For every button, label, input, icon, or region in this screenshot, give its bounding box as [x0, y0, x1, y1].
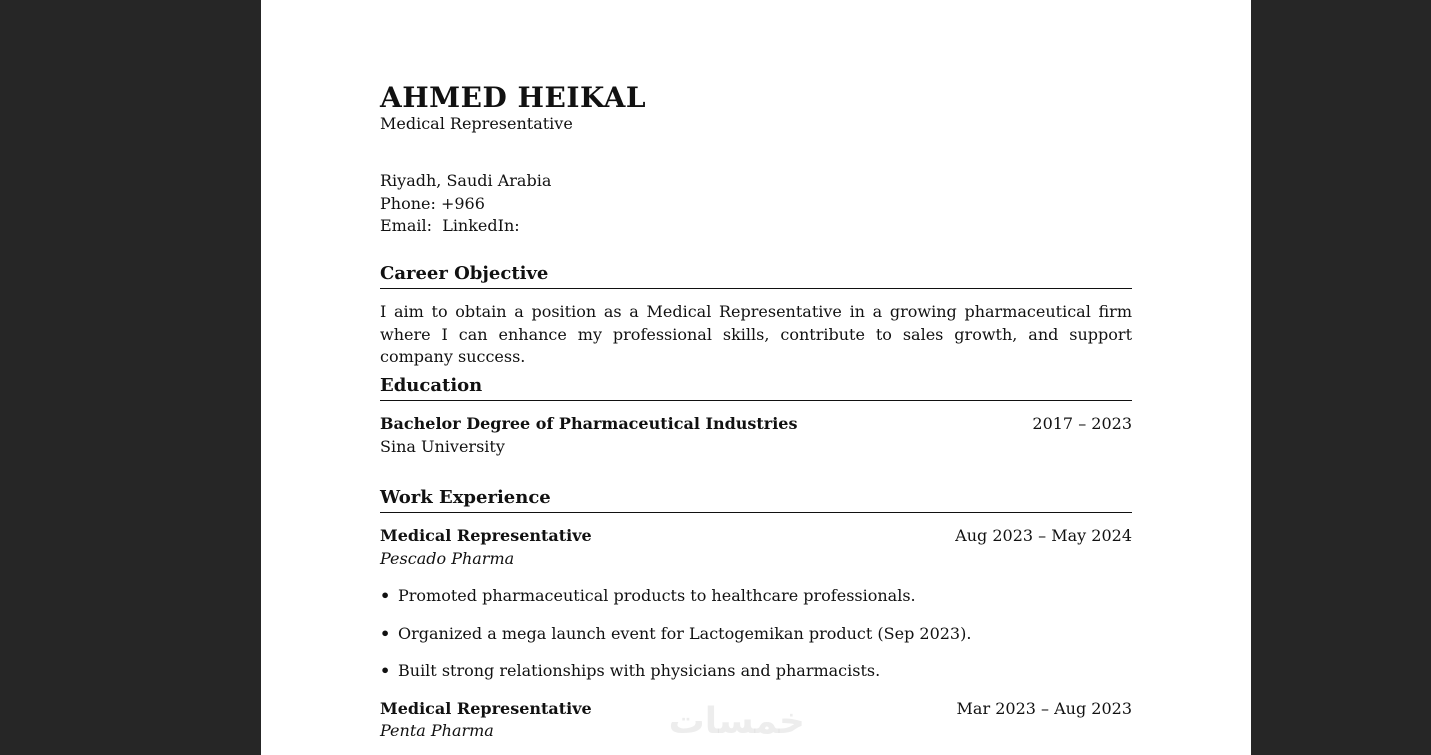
career-objective-section — [380, 262, 1132, 369]
contact-location: Riyadh, Saudi Arabia — [380, 171, 552, 190]
education-section — [380, 374, 1132, 458]
resume-page — [261, 0, 1251, 755]
watermark-logo: خمسات — [668, 701, 805, 742]
job-bullet — [380, 660, 1132, 683]
education-school: Sina University — [380, 436, 505, 456]
candidate-name: AHMED HEIKAL — [380, 81, 647, 114]
contact-email-linkedin: Email: LinkedIn: — [380, 216, 520, 235]
contact-block — [380, 170, 551, 238]
bullet-icon: • — [380, 586, 391, 605]
bullet-icon: • — [380, 623, 391, 643]
career-objective-text: I aim to obtain a position as a Medical Representative in a growing pharmaceutical firm where I can enhance my professional skills, contribute to sales growth, and support company success. — [380, 302, 1132, 366]
job-bullet-text: Promoted pharmaceutical products to healthcare professionals. — [398, 586, 916, 605]
job-role: Medical Representative — [380, 526, 592, 545]
job-dates: Aug 2023 – May 2024 — [955, 526, 1132, 545]
job-bullet-text: Built strong relationships with physicians and pharmacists. — [398, 661, 881, 680]
work-experience-heading: Work Experience — [380, 486, 1132, 513]
job-role: Medical Representative — [380, 698, 592, 718]
career-objective-heading: Career Objective — [380, 262, 1132, 289]
education-dates: 2017 – 2023 — [1032, 414, 1132, 433]
job-bullet — [380, 585, 1132, 608]
candidate-title: Medical Representative — [380, 114, 573, 133]
education-entry — [380, 413, 1132, 458]
job-bullet-text: Organized a mega launch event for Lactogemikan product (Sep 2023). — [398, 623, 972, 643]
job-dates: Mar 2023 – Aug 2023 — [956, 698, 1132, 718]
job-entry-row — [380, 525, 1132, 548]
job-entry — [380, 525, 1132, 683]
job-company: Penta Pharma — [380, 721, 494, 740]
job-bullet — [380, 623, 1132, 646]
education-heading: Education — [380, 374, 1132, 401]
contact-phone: Phone: +966 — [380, 193, 485, 213]
bullet-icon: • — [380, 661, 391, 680]
education-degree: Bachelor Degree of Pharmaceutical Industries — [380, 414, 798, 433]
job-bullet-list — [380, 585, 1132, 683]
job-company: Pescado Pharma — [380, 548, 515, 568]
education-entry-row — [380, 413, 1132, 436]
